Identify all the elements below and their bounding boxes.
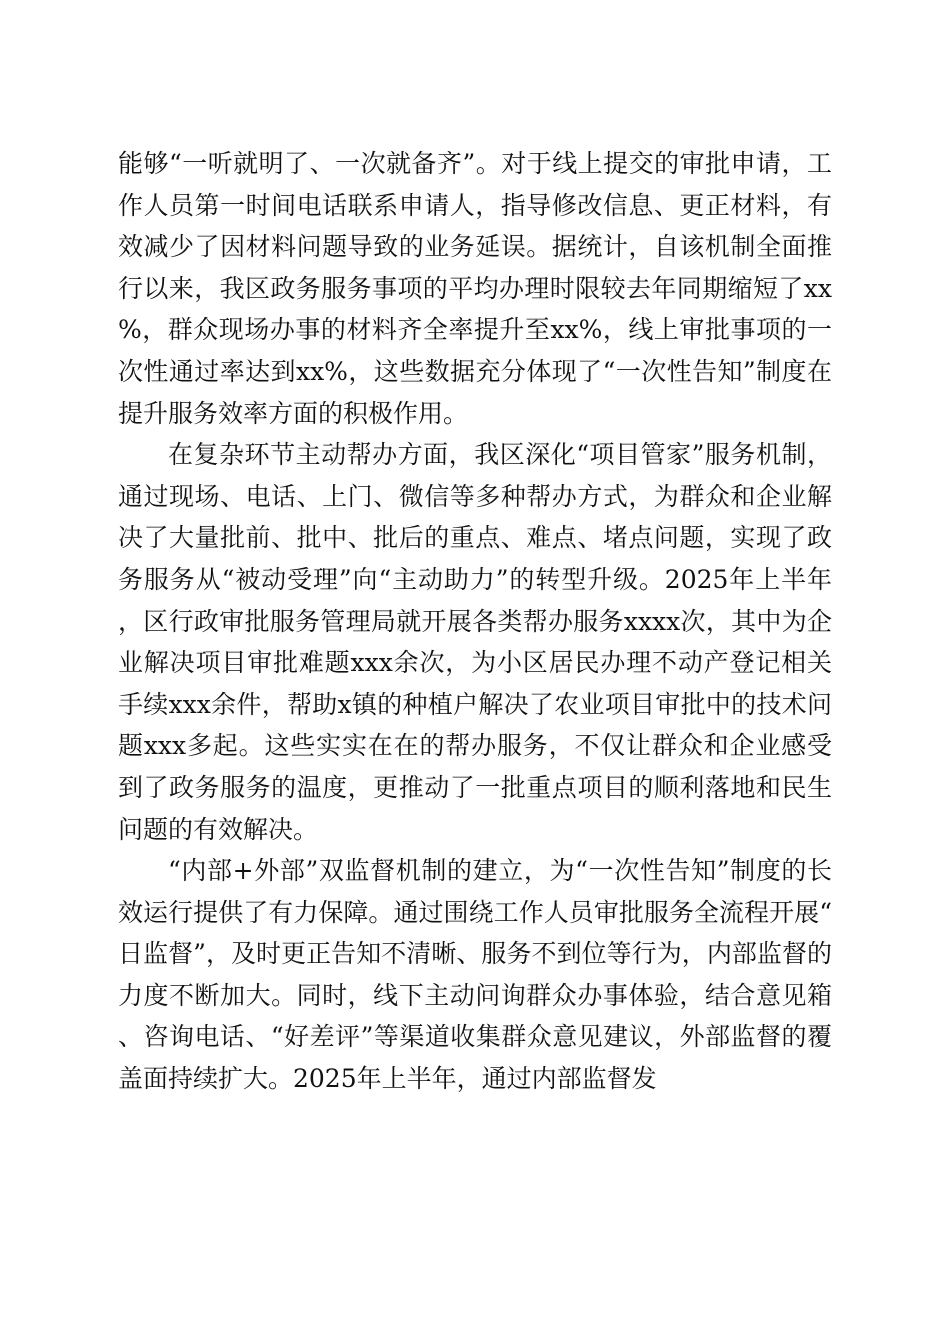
paragraph-2: 在复杂环节主动帮办方面，我区深化“项目管家”服务机制，通过现场、电话、上门、微信等多种帮办方式，为群众和企业解决了大量批前、批中、批后的重点、难点、堵点问题，实现了政务服务从“被动受理”向“主动助力”的转型升级。2025年上半年，区行政审批服务管理局就开展各类帮办服务xxxx次，其中为企业解决项目审批难题xxx余次，为小区居民办理不动产登记相关手续xxx余件，帮助x镇的种植户解决了农业项目审批中的技术问题xxx多起。这些实实在在的帮办服务，不仅让群众和企业感受到了政务服务的温度，更推动了一批重点项目的顺利落地和民生问题的有效解决。 [118, 440, 832, 844]
document-body [118, 143, 832, 1100]
paragraph-3: “内部+外部”双监督机制的建立，为“一次性告知”制度的长效运行提供了有力保障。通过围绕工作人员审批服务全流程开展“日监督”，及时更正告知不清晰、服务不到位等行为，内部监督的力度不断加大。同时，线下主动问询群众办事体验，结合意见箱、咨询电话、“好差评”等渠道收集群众意见建议，外部监督的覆盖面持续扩大。2025年上半年，通过内部监督发 [118, 856, 832, 1094]
paragraph-1: 能够“一听就明了、一次就备齐”。对于线上提交的审批申请，工作人员第一时间电话联系申请人，指导修改信息、更正材料，有效减少了因材料问题导致的业务延误。据统计，自该机制全面推行以来，我区政务服务事项的平均办理时限较去年同期缩短了xx%，群众现场办事的材料齐全率提升至xx%，线上审批事项的一次性通过率达到xx%，这些数据充分体现了“一次性告知”制度在提升服务效率方面的积极作用。 [118, 149, 832, 428]
